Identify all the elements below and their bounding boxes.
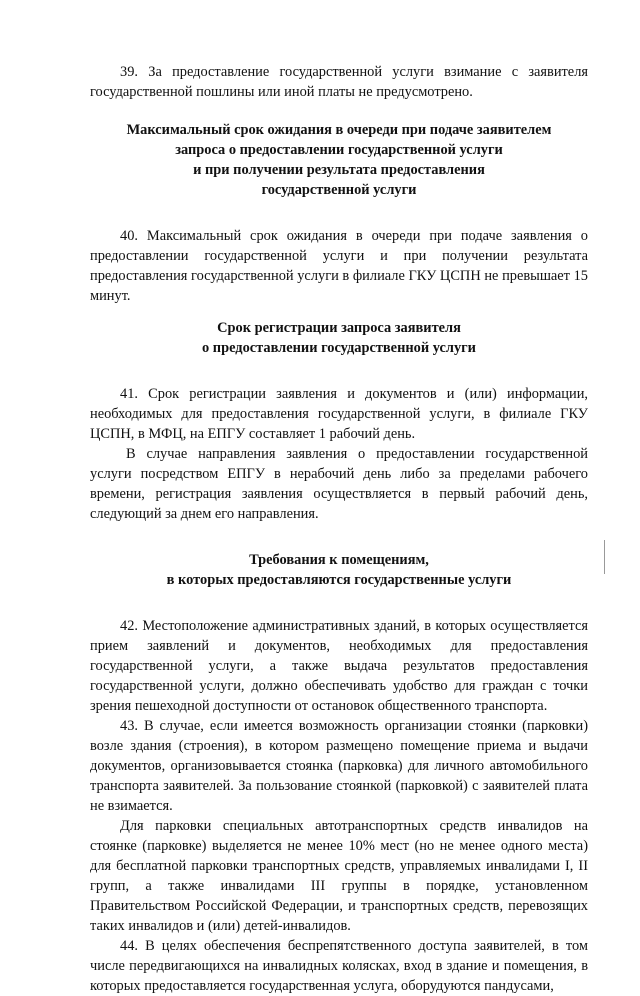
heading-line: Требования к помещениям, [249,552,429,568]
heading-premises [90,550,588,590]
heading-line: о предоставлении государственной услуги [202,340,476,356]
paragraph-42: 42. Местоположение административных зданий, в которых осуществляется прием заявлений и документов, необходимых для предоставления государственной услуги, а также выдача результатов предоставления государственной услуги, должно обеспечивать удобство для граждан с точки зрения пешеходной доступности от остановок общественного транспорта. [90,618,588,714]
heading-registration [90,318,588,358]
paragraph-43-continued: Для парковки специальных автотранспортных средств инвалидов на стоянке (парковке) выделяется не менее 10% мест (но не менее одного места) для бесплатной парковки транспортных средств, управляемых инвалидами I, II групп, а также инвалидами III группы в порядке, установленном Правительством Российской Федерации, и транспортных средств, перевозящих таких инвалидов и (или) детей-инвалидов. [90,818,588,934]
paragraph-41: 41. Срок регистрации заявления и документов и (или) информации, необходимых для предоставления государственной услуги, в филиале ГКУ ЦСПН, в МФЦ, на ЕПГУ составляет 1 рабочий день. [90,386,588,442]
heading-line: Максимальный срок ожидания в очереди при подаче заявителем [126,122,552,138]
paragraph-40: 40. Максимальный срок ожидания в очереди при подаче заявления о предоставлении государственной услуги и при получении результата предоставления государственной услуги в филиале ГКУ ЦСПН не превышает 15 минут. [90,228,588,304]
paragraph-39: 39. За предоставление государственной услуги взимание с заявителя государственной пошлины или иной платы не предусмотрено. [90,64,588,100]
paragraph-44: 44. В целях обеспечения беспрепятственного доступа заявителей, в том числе передвигающихся на инвалидных колясках, вход в здание и помещения, в которых предоставляется государственная услуга, оборудуются пандусами, [90,938,588,994]
heading-line: Срок регистрации запроса заявителя [217,320,461,336]
margin-mark [604,540,611,574]
paragraph-41-continued: В случае направления заявления о предоставлении государственной услуги посредством ЕПГУ в нерабочий день либо за пределами рабочего времени, регистрация заявления осуществляется в первый рабочий день, следующий за днем его направления. [90,446,588,522]
heading-line: запроса о предоставлении государственной услуги [175,142,503,158]
heading-line: и при получении результата предоставления [193,162,485,178]
heading-line: государственной услуги [261,182,417,198]
paragraph-43: 43. В случае, если имеется возможность организации стоянки (парковки) возле здания (строения), в котором размещено помещение приема и выдачи документов, организовывается стоянка (парковка) для личного автомобильного транспорта заявителей. За пользование стоянкой (парковкой) с заявителей плата не взимается. [90,718,588,814]
heading-wait-time [90,120,588,200]
heading-line: в которых предоставляются государственные услуги [166,572,512,588]
